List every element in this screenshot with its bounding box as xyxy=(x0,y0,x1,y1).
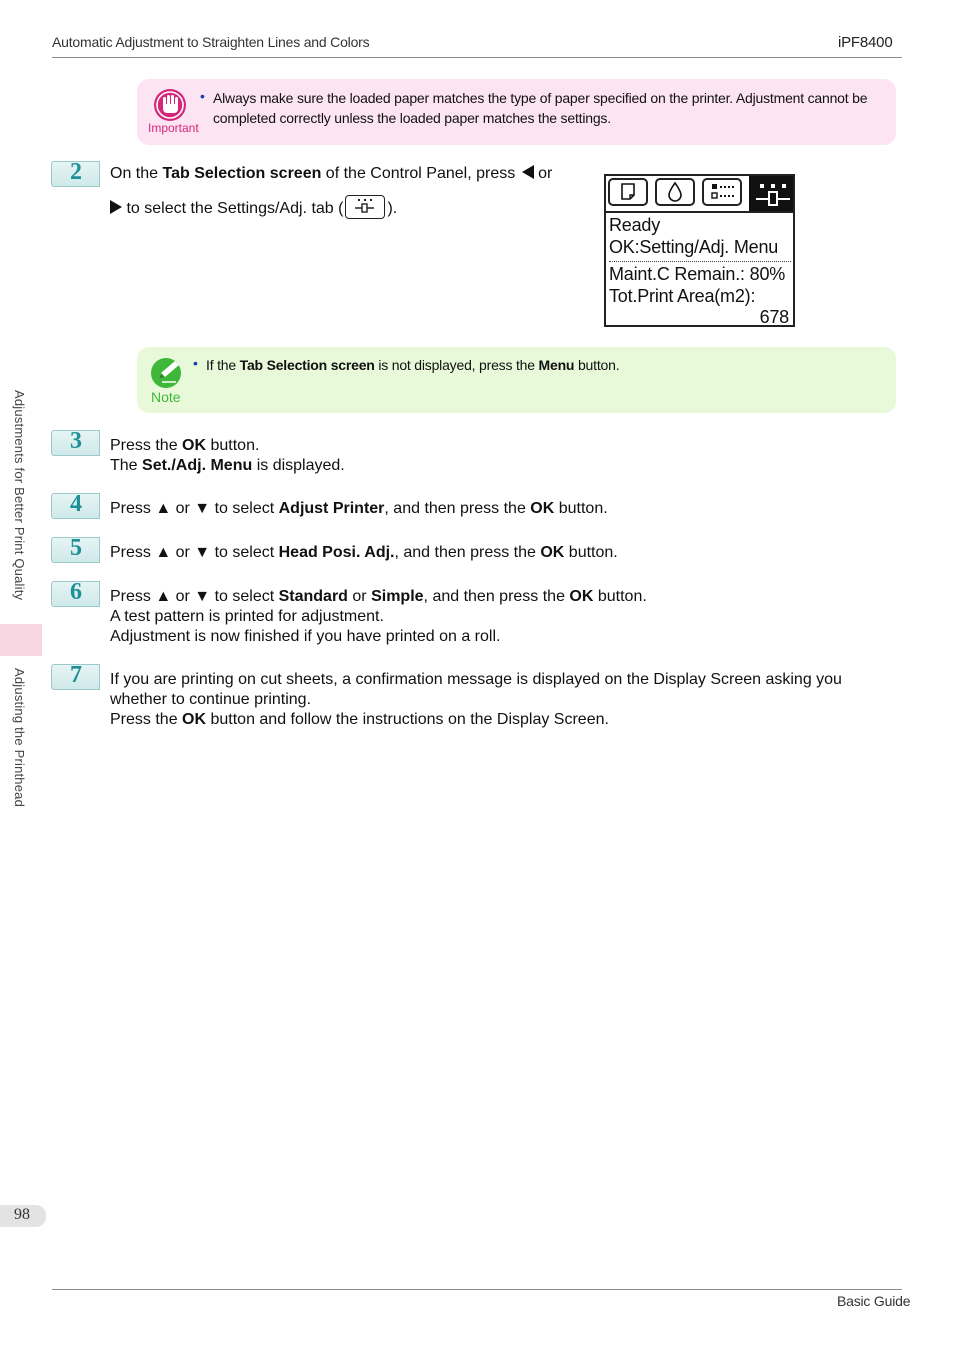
step-number-2: 2 xyxy=(51,161,100,187)
step-7-line-1: If you are printing on cut sheets, a confirmation message is displayed on the Display Screen asking you xyxy=(110,671,842,688)
step-number-3: 3 xyxy=(51,430,100,456)
lcd-line-print-area-label: Tot.Print Area(m2): xyxy=(609,286,756,306)
pencil-note-icon xyxy=(149,355,185,389)
step-2-line-1: On the Tab Selection screen of the Control Panel, press or xyxy=(110,165,553,182)
note-callout xyxy=(137,347,896,413)
note-label: Note xyxy=(151,389,181,405)
step-number-6: 6 xyxy=(51,581,100,607)
right-arrow-icon xyxy=(110,200,122,214)
page-number: 98 xyxy=(14,1206,30,1223)
step-number-4: 4 xyxy=(51,493,100,519)
step-number-7: 7 xyxy=(51,664,100,690)
note-bullet: • xyxy=(193,355,198,371)
side-tab-chapter[interactable]: Adjustments for Better Print Quality xyxy=(12,390,27,601)
step-6-line-2: A test pattern is printed for adjustment. xyxy=(110,608,384,625)
note-text: If the Tab Selection screen is not displayed, press the Menu button. xyxy=(206,357,620,373)
page-number-tab xyxy=(0,1205,46,1227)
step-3-line-1: Press the OK button. xyxy=(110,437,260,454)
lcd-divider xyxy=(609,261,791,262)
important-callout xyxy=(137,79,896,145)
side-tab-marker xyxy=(0,624,42,656)
settings-adj-tab-icon xyxy=(345,195,385,219)
lcd-tab-bar xyxy=(606,176,793,213)
step-7-line-2: whether to continue printing. xyxy=(110,691,312,708)
step-number-5: 5 xyxy=(51,537,100,563)
running-header-title: Automatic Adjustment to Straighten Lines and Colors xyxy=(52,34,370,50)
settings-adj-icon xyxy=(749,176,793,211)
footer-guide-title: Basic Guide xyxy=(837,1293,911,1309)
control-panel-display xyxy=(604,174,795,327)
left-arrow-icon xyxy=(522,165,534,179)
lcd-line-maint-remain: Maint.C Remain.: 80% xyxy=(609,264,786,284)
lcd-line-menu-hint: OK:Setting/Adj. Menu xyxy=(609,237,779,257)
important-bullet: • xyxy=(200,88,205,104)
important-text-line-2: completed correctly unless the loaded paper matches the settings. xyxy=(213,110,611,126)
running-header-model: iPF8400 xyxy=(838,34,893,51)
hand-stop-icon xyxy=(153,88,187,122)
step-7-line-3: Press the OK button and follow the instructions on the Display Screen. xyxy=(110,711,609,728)
lcd-line-status: Ready xyxy=(609,215,661,235)
step-5-text: Press ▲ or ▼ to select Head Posi. Adj., and then press the OK button. xyxy=(110,544,618,561)
important-text-line-1: Always make sure the loaded paper matches the type of paper specified on the printer. Adjustment cannot be xyxy=(213,90,868,106)
paper-icon xyxy=(608,178,648,206)
step-3-line-2: The Set./Adj. Menu is displayed. xyxy=(110,457,345,474)
important-label: Important xyxy=(148,121,199,135)
footer-rule xyxy=(52,1289,902,1290)
menu-list-icon xyxy=(702,178,742,206)
step-6-line-3: Adjustment is now finished if you have printed on a roll. xyxy=(110,628,501,645)
header-rule xyxy=(52,57,902,58)
ink-drop-icon xyxy=(655,178,695,206)
step-6-line-1: Press ▲ or ▼ to select Standard or Simple, and then press the OK button. xyxy=(110,588,647,605)
side-tab-section[interactable]: Adjusting the Printhead xyxy=(12,668,27,808)
step-4-text: Press ▲ or ▼ to select Adjust Printer, and then press the OK button. xyxy=(110,500,608,517)
lcd-line-print-area-value: 678 xyxy=(759,307,789,327)
step-2-line-2: to select the Settings/Adj. tab ( ). xyxy=(110,195,397,219)
